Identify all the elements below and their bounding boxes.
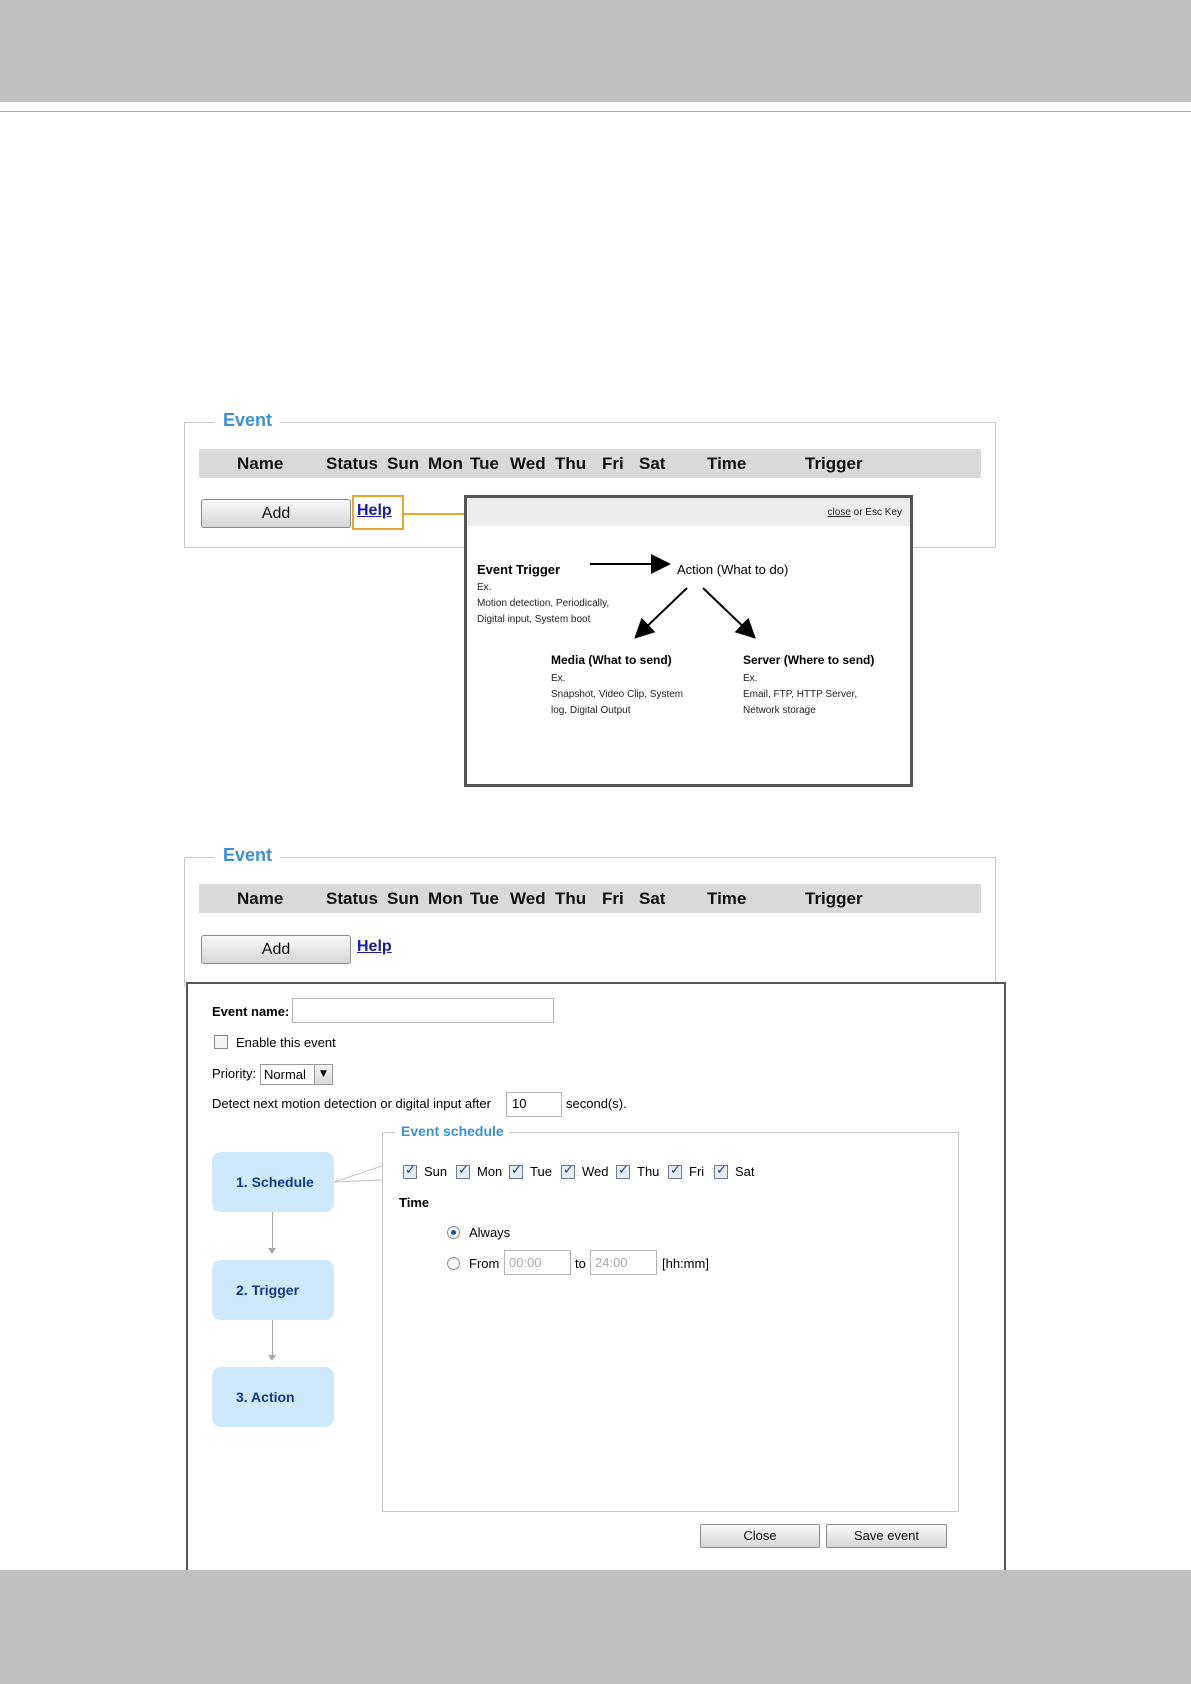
server-line2: Network storage [743, 705, 816, 716]
time-to-input[interactable]: 24:00 [590, 1250, 657, 1275]
help-highlight-box [352, 495, 404, 530]
day-sun-label: Sun [424, 1164, 448, 1179]
event-trigger-line2: Digital input, System boot [477, 614, 591, 625]
time-format-label: [hh:mm] [662, 1256, 709, 1271]
column-thu: Thu [555, 889, 587, 908]
event-legend: Event [215, 845, 280, 866]
media-line1: Snapshot, Video Clip, System [551, 689, 684, 700]
step-trigger[interactable]: 2. Trigger [212, 1260, 334, 1320]
event-table-header [199, 884, 981, 913]
day-thu-checkbox[interactable] [616, 1165, 630, 1179]
day-tue-checkbox[interactable] [509, 1165, 523, 1179]
column-fri: Fri [602, 889, 624, 908]
time-from-input[interactable]: 00:00 [504, 1250, 571, 1275]
day-sat-label: Sat [735, 1164, 755, 1179]
day-sun-checkbox[interactable] [403, 1165, 417, 1179]
day-mon-checkbox[interactable] [456, 1165, 470, 1179]
column-sun: Sun [387, 889, 420, 908]
popup-close-hint: or Esc Key [853, 507, 902, 518]
enable-event-label: Enable this event [236, 1035, 336, 1050]
detect-interval-input[interactable]: 10 [506, 1092, 562, 1117]
column-sat: Sat [639, 889, 666, 908]
add-event-button[interactable]: Add [201, 935, 351, 964]
column-name: Name [237, 454, 284, 473]
time-label: Time [399, 1195, 430, 1210]
header-divider [0, 111, 1191, 112]
server-title: Server (Where to send) [743, 653, 875, 667]
add-event-button[interactable]: Add [201, 499, 351, 528]
event-name-label: Event name: [212, 1004, 290, 1019]
server-line1: Email, FTP, HTTP Server, [743, 689, 858, 700]
column-trigger: Trigger [805, 889, 863, 908]
column-wed: Wed [510, 454, 546, 473]
server-ex: Ex. [743, 673, 758, 684]
step-callout-lines [334, 1162, 386, 1202]
save-event-button[interactable]: Save event [826, 1524, 947, 1548]
popup-close-link[interactable]: close [827, 507, 851, 518]
column-status: Status [326, 889, 378, 908]
arrow-down-icon [268, 1248, 276, 1254]
arrow-down-icon [268, 1355, 276, 1361]
day-mon-label: Mon [477, 1164, 503, 1179]
day-fri-label: Fri [689, 1164, 705, 1179]
arrow-action-to-media [637, 588, 687, 636]
help-link[interactable]: Help [357, 938, 392, 955]
column-name: Name [237, 889, 284, 908]
help-popup [464, 495, 913, 787]
column-sat: Sat [639, 454, 666, 473]
priority-select[interactable] [260, 1064, 333, 1085]
column-mon: Mon [428, 454, 463, 473]
help-popup-titlebar [467, 498, 910, 526]
event-trigger-line1: Motion detection, Periodically, [477, 598, 610, 609]
priority-value: Normal [264, 1067, 306, 1082]
step-connector [272, 1320, 273, 1356]
column-tue: Tue [470, 454, 499, 473]
day-fri-checkbox[interactable] [668, 1165, 682, 1179]
column-trigger: Trigger [805, 454, 863, 473]
time-always-radio[interactable] [447, 1226, 460, 1239]
chevron-down-icon: ▼ [314, 1065, 332, 1084]
day-thu-label: Thu [637, 1164, 660, 1179]
priority-label: Priority: [212, 1066, 257, 1081]
event-trigger-title: Event Trigger [477, 562, 561, 577]
media-line2: log, Digital Output [551, 705, 631, 716]
media-ex: Ex. [551, 673, 566, 684]
event-schedule-panel [382, 1123, 959, 1512]
time-to-label: to [575, 1256, 586, 1271]
top-page-band [0, 0, 1191, 102]
column-status: Status [326, 454, 378, 473]
event-trigger-ex: Ex. [477, 582, 492, 593]
time-range-radio[interactable] [447, 1257, 460, 1270]
column-sun: Sun [387, 454, 420, 473]
column-time: Time [707, 889, 747, 908]
help-callout-connector [404, 513, 466, 515]
column-mon: Mon [428, 889, 463, 908]
day-wed-label: Wed [582, 1164, 609, 1179]
day-sat-checkbox[interactable] [714, 1165, 728, 1179]
add-event-dialog [186, 982, 1006, 1572]
help-link[interactable]: Help [357, 502, 392, 519]
column-wed: Wed [510, 889, 546, 908]
step-connector [272, 1212, 273, 1249]
enable-event-checkbox[interactable] [214, 1035, 228, 1049]
close-button[interactable]: Close [700, 1524, 820, 1548]
step-action[interactable]: 3. Action [212, 1367, 334, 1427]
event-name-input[interactable] [292, 998, 554, 1023]
column-time: Time [707, 454, 747, 473]
event-table-header [199, 449, 981, 478]
detect-interval-unit: second(s). [566, 1096, 627, 1111]
event-panel-bottom [184, 845, 996, 987]
action-title: Action (What to do) [677, 562, 789, 577]
event-schedule-legend: Event schedule [395, 1123, 510, 1139]
detect-interval-label: Detect next motion detection or digital input after [212, 1096, 491, 1111]
time-from-label: From [469, 1256, 500, 1271]
day-wed-checkbox[interactable] [561, 1165, 575, 1179]
arrow-action-to-server [703, 588, 753, 636]
column-thu: Thu [555, 454, 587, 473]
step-schedule[interactable]: 1. Schedule [212, 1152, 334, 1212]
column-tue: Tue [470, 889, 499, 908]
column-fri: Fri [602, 454, 624, 473]
event-legend: Event [215, 410, 280, 431]
day-tue-label: Tue [530, 1164, 552, 1179]
media-title: Media (What to send) [551, 653, 672, 667]
bottom-page-band [0, 1570, 1191, 1684]
time-always-label: Always [469, 1225, 511, 1240]
